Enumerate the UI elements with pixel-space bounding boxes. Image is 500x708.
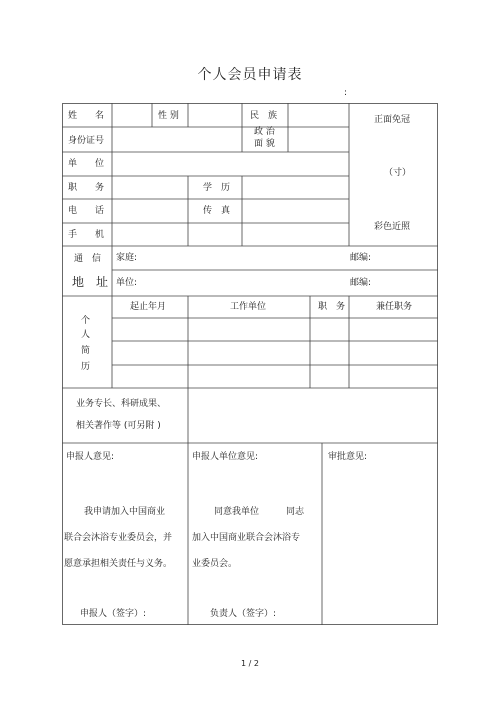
applicant-statement-line-3: 愿意承担相关责任与义务。 [64,559,173,569]
label-education: 学 历 [203,183,231,193]
form-grid-lines [62,103,438,625]
resume-char-2: 人 [81,330,91,340]
label-home-postcode: 邮编: [350,253,372,263]
resume-char-4: 历 [81,362,91,372]
label-position: 职 务 [68,183,105,193]
label-address-2: 地 址 [72,275,109,289]
applicant-statement-line-1: 我申请加入中国商业 [84,507,166,517]
resume-char-1: 个 [81,316,91,326]
header-mark: : [344,88,348,98]
label-home: 家庭: [116,253,138,263]
label-expertise-1: 业务专长、科研成果、 [76,399,167,409]
resume-header-period: 起止年月 [130,302,167,312]
unit-statement-line-2: 加入中国商业联合会沐浴专 [192,533,301,543]
label-gender: 性 别 [158,111,179,121]
label-phone: 电 话 [68,206,105,216]
resume-char-3: 简 [81,346,91,356]
label-id-number: 身份证号 [68,136,105,146]
label-work-unit: 单 位 [68,159,105,169]
label-unit: 单位: [116,278,138,288]
label-name: 姓 名 [68,111,105,121]
label-political-1: 政 治 [254,127,275,137]
label-political-2: 面 貌 [254,139,275,149]
responsible-signature-label: 负责人（签字）: [210,609,277,619]
label-mobile: 手 机 [68,230,105,240]
page-number: 1 / 2 [241,659,259,668]
applicant-signature-label: 申报人（签字）: [80,609,147,619]
unit-statement-line-1: 同意我单位 同志 [214,507,305,517]
form-title: 个人会员申请表 [197,67,303,83]
label-address-1: 通 信 [74,254,102,264]
label-fax: 传 真 [203,206,231,216]
photo-size-label: （寸） [384,168,412,178]
unit-statement-line-3: 业委员会。 [192,559,238,569]
label-unit-opinion: 申报人单位意见: [192,452,259,462]
label-applicant-opinion: 申报人意见: [66,452,115,462]
label-expertise-2: 相关著作等 (可另附 ) [76,421,161,431]
label-ethnicity: 民 族 [250,111,278,121]
label-unit-postcode: 邮编: [350,278,372,288]
resume-header-position: 职 务 [318,302,346,312]
photo-label-bottom: 彩色近照 [374,222,411,232]
applicant-statement-line-2: 联合会沐浴专业委员会，并 [64,533,173,543]
label-approval-opinion: 审批意见: [328,452,368,462]
resume-header-concurrent: 兼任职务 [376,302,413,312]
application-form [62,103,438,625]
photo-label-top: 正面免冠 [374,115,411,125]
resume-header-unit: 工作单位 [230,302,267,312]
